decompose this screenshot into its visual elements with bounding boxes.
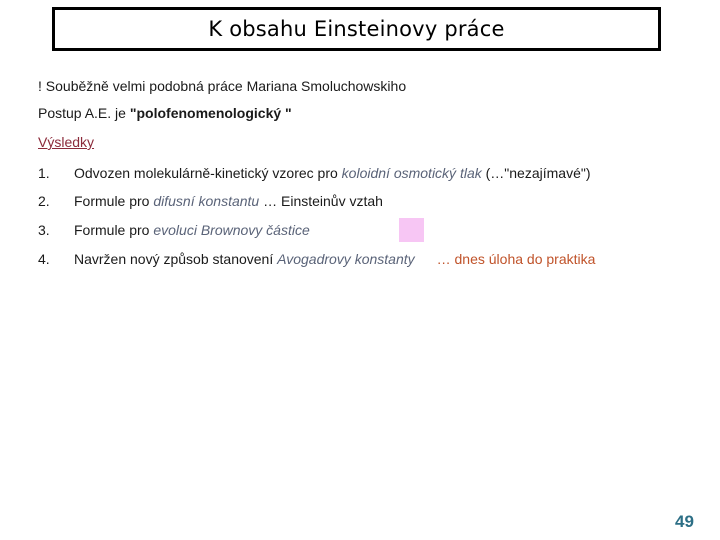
item-text: [74, 165, 590, 181]
item-italic: Avogadrovy konstanty: [277, 251, 415, 267]
item-number: 1.: [38, 165, 50, 181]
item-text-a: Formule pro: [74, 193, 154, 209]
title-box: [52, 7, 661, 51]
item-note: … dnes úloha do praktika: [436, 251, 596, 267]
item-italic: koloidní osmotický tlak: [341, 165, 482, 181]
item-text-b: … Einsteinův vztah: [259, 193, 383, 209]
item-text-a: Navržen nový způsob stanovení: [74, 251, 278, 267]
note-line: ! Souběžně velmi podobná práce Mariana Smoluchowskiho: [38, 78, 407, 94]
item-italic: difusní konstantu: [153, 193, 260, 209]
page-number: 49: [675, 512, 694, 531]
item-number: 4.: [38, 251, 50, 267]
item-text-a: Formule pro: [74, 222, 154, 238]
method-prefix: Postup A.E. je: [38, 105, 130, 121]
item-text: [74, 193, 383, 209]
item-text-b: (…"nezajímavé"): [481, 165, 591, 181]
item-number: 3.: [38, 222, 50, 238]
item-italic: evoluci Brownovy částice: [153, 222, 310, 238]
item-text: [74, 251, 595, 267]
highlight-box: [399, 218, 424, 242]
method-line: [38, 105, 292, 121]
results-heading: Výsledky: [38, 134, 95, 150]
item-text: [74, 222, 310, 238]
item-number: 2.: [38, 193, 50, 209]
item-text-a: Odvozen molekulárně-kinetický vzorec pro: [74, 165, 342, 181]
page-title: K obsahu Einsteinovy práce: [208, 17, 505, 41]
method-strong: "polofenomenologický ": [129, 105, 292, 121]
